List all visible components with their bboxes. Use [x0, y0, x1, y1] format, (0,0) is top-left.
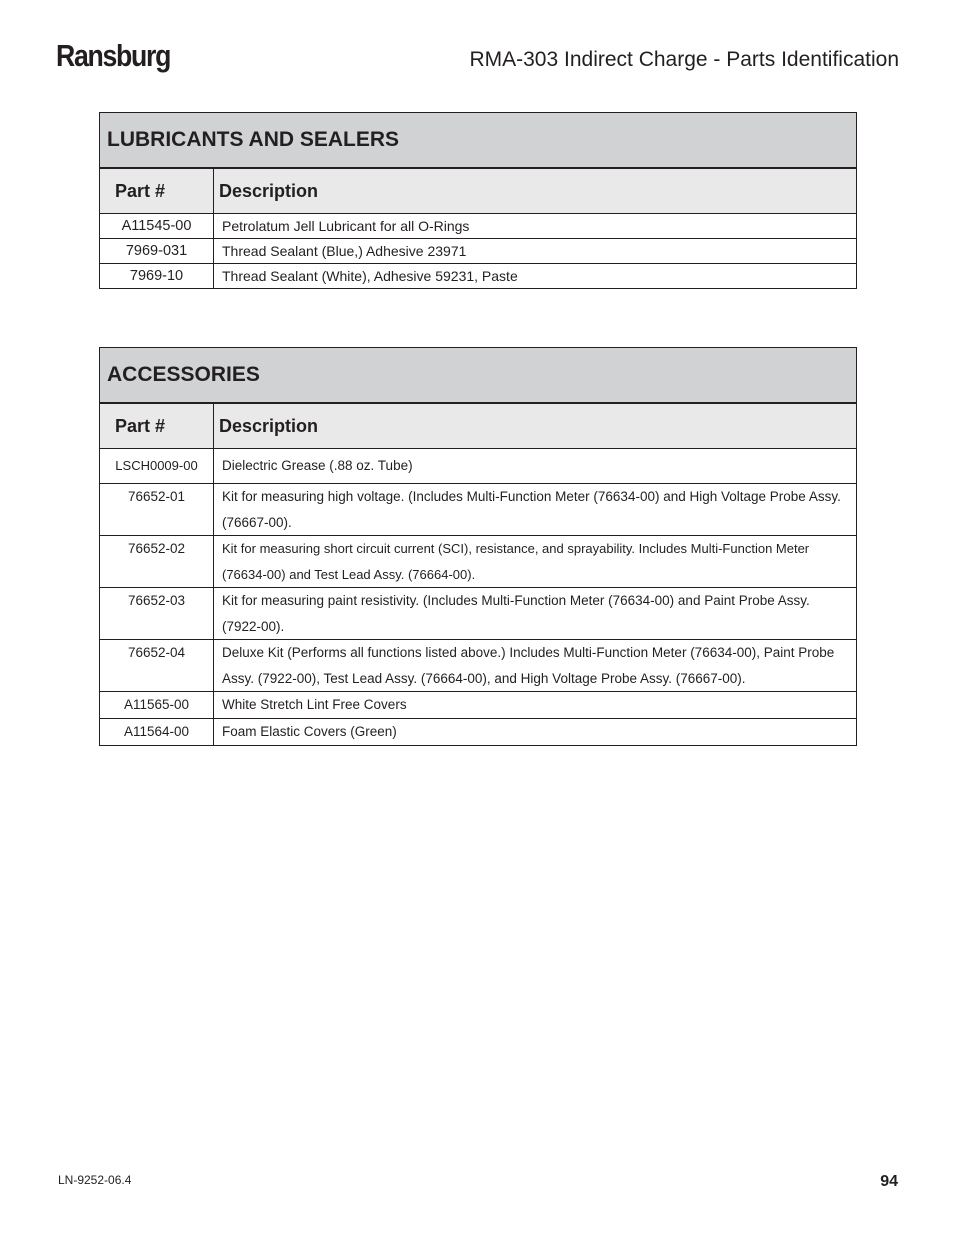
part-description: Dielectric Grease (.88 oz. Tube) [214, 449, 857, 484]
part-description: Kit for measuring paint resistivity. (Includes Multi-Function Meter (76634-00) and Paint Probe Assy. (7922-00). [214, 588, 857, 640]
brand-logo: Ransburg [56, 38, 171, 73]
part-description: Kit for measuring short circuit current (SCI), resistance, and sprayability. Includes Multi-Function Meter (76634-00) and Test Lead Assy. (76664-00). [214, 536, 857, 588]
table-row [100, 692, 857, 719]
table-row [100, 588, 857, 640]
section-title-lubricants: LUBRICANTS AND SEALERS [100, 113, 857, 169]
part-number: 7969-10 [100, 264, 214, 289]
lubricants-sealers-table [99, 112, 857, 289]
part-number: 7969-031 [100, 239, 214, 264]
part-number: A11545-00 [100, 214, 214, 239]
section-title-accessories: ACCESSORIES [100, 348, 857, 404]
column-header-description: Description [214, 168, 857, 214]
table-row [100, 536, 857, 588]
part-description: Thread Sealant (Blue,) Adhesive 23971 [214, 239, 857, 264]
table-row [100, 640, 857, 692]
part-description: Deluxe Kit (Performs all functions listed above.) Includes Multi-Function Meter (76634-00), Paint Probe Assy. (7922-00), Test Lead Assy. (76664-00), and High Voltage Probe Assy. (76667-00). [214, 640, 857, 692]
column-header-description: Description [214, 403, 857, 449]
part-number: 76652-02 [100, 536, 214, 588]
table-row [100, 718, 857, 745]
document-title: RMA-303 Indirect Charge - Parts Identification [469, 48, 899, 71]
part-description: White Stretch Lint Free Covers [214, 692, 857, 719]
table-row [100, 214, 857, 239]
part-number: A11564-00 [100, 718, 214, 745]
column-header-part: Part # [100, 168, 214, 214]
column-header-part: Part # [100, 403, 214, 449]
document-number: LN-9252-06.4 [58, 1173, 132, 1187]
table-row [100, 239, 857, 264]
page-number: 94 [880, 1173, 898, 1190]
table-row [100, 449, 857, 484]
part-description: Kit for measuring high voltage. (Includes Multi-Function Meter (76634-00) and High Voltage Probe Assy. (76667-00). [214, 484, 857, 536]
accessories-table [99, 347, 857, 746]
table-row [100, 484, 857, 536]
part-number: 76652-03 [100, 588, 214, 640]
table-row [100, 264, 857, 289]
part-description: Petrolatum Jell Lubricant for all O-Rings [214, 214, 857, 239]
part-number: 76652-01 [100, 484, 214, 536]
part-description: Foam Elastic Covers (Green) [214, 718, 857, 745]
part-number: A11565-00 [100, 692, 214, 719]
part-number: LSCH0009-00 [100, 449, 214, 484]
part-description: Thread Sealant (White), Adhesive 59231, Paste [214, 264, 857, 289]
part-number: 76652-04 [100, 640, 214, 692]
